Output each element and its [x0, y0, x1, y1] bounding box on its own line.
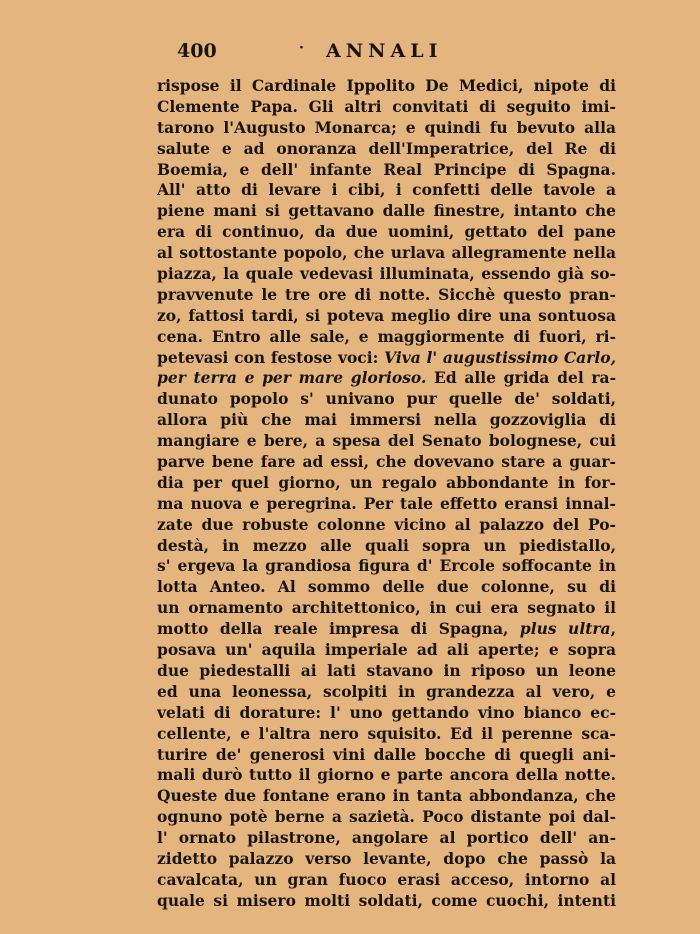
text-line: lotta Anteo. Al sommo delle due colonne, su di: [157, 577, 616, 597]
italic-segment: per terra e per mare glorioso.: [157, 368, 427, 388]
text-line: dunato popolo s' univano pur quelle de' soldati,: [157, 389, 616, 409]
text-line: mali durò tutto il giorno e parte ancora della notte.: [157, 765, 616, 785]
text-line: s' ergeva la grandiosa figura d' Ercole soffocante in: [157, 556, 616, 576]
text-line: posava un' aquila imperiale ad ali aperte; e sopra: [157, 640, 616, 660]
text-line: cavalcata, un gran fuoco erasi acceso, intorno al: [157, 869, 616, 889]
page-header: [0, 0, 700, 70]
text-line: parve bene fare ad essi, che dovevano stare a guar-: [157, 452, 616, 472]
running-head: ANNALI: [326, 40, 443, 62]
text-line: turire de' generosi vini dalle bocche di quegli ani-: [157, 744, 616, 764]
text-line: All' atto di levare i cibi, i confetti delle tavole a: [157, 180, 616, 200]
text-line: zate due robuste colonne vicino al palazzo del Po-: [157, 514, 616, 534]
italic-segment: Viva l' augustissimo Carlo,: [384, 347, 616, 367]
text-line: rispose il Cardinale Ippolito De Medici, nipote di: [157, 76, 616, 95]
text-line: due piedestalli ai lati stavano in riposo un leone: [157, 660, 616, 680]
text-line: zo, fattosi tardi, si poteva meglio dire una sontuosa: [157, 305, 616, 325]
text-line: mangiare e bere, a spesa del Senato bolognese, cui: [157, 431, 616, 451]
text-line: al sottostante popolo, che urlava allegramente nella: [157, 243, 616, 263]
text-line: cellente, e l'altra nero squisito. Ed il perenne sca-: [157, 723, 616, 743]
text-segment: petevasi con festose voci:: [157, 347, 385, 367]
text-line: Queste due fontane erano in tanta abbondanza, che: [157, 786, 616, 806]
text-line: piazza, la quale vedevasi illuminata, essendo già so-: [157, 264, 616, 284]
text-line: cena. Entro alle sale, e maggiormente di fuori, ri-: [157, 326, 616, 346]
header-dot: ·: [299, 40, 304, 56]
text-line: ma nuova e peregrina. Per tale effetto eransi innal-: [157, 493, 616, 513]
text-line: [157, 368, 616, 389]
text-line: dia per quel giorno, un regalo abbondante in for-: [157, 472, 616, 492]
text-segment: motto della reale impresa di Spagna,: [157, 619, 520, 639]
text-line: velati di dorature: l' uno gettando vino bianco ec-: [157, 702, 616, 722]
text-line: zidetto palazzo verso levante, dopo che passò la: [157, 848, 616, 868]
text-line: salute e ad onoranza dell'Imperatrice, del Re di: [157, 138, 616, 158]
text-line: pravvenute le tre ore di notte. Sicchè questo pran-: [157, 284, 616, 304]
text-segment: Ed alle grida del ra-: [426, 368, 616, 388]
text-line: Clemente Papa. Gli altri convitati di seguito imi-: [157, 96, 616, 116]
italic-segment: plus ultra: [519, 619, 611, 639]
text-line: ed una leonessa, scolpiti in grandezza al vero, e: [157, 681, 616, 701]
text-line: destà, in mezzo alle quali sopra un piedistallo,: [157, 535, 616, 555]
text-line: tarono l'Augusto Monarca; e quindi fu bevuto alla: [157, 117, 616, 137]
text-line: ognuno potè berne a sazietà. Poco distante poi dal-: [157, 807, 616, 827]
text-line: [157, 348, 616, 369]
text-line: [157, 619, 616, 640]
text-line: quale si misero molti soldati, come cuochi, intenti: [157, 890, 616, 910]
text-line: era di continuo, da due uomini, gettato del pane: [157, 222, 616, 242]
body-text: [157, 76, 616, 912]
text-line: Boemia, e dell' infante Real Principe di Spagna.: [157, 159, 616, 179]
page-number: 400: [177, 40, 217, 62]
text-line: l' ornato pilastrone, angolare al portico dell' an-: [157, 828, 616, 848]
text-line: piene mani si gettavano dalle finestre, intanto che: [157, 201, 616, 221]
text-line: allora più che mai immersi nella gozzoviglia di: [157, 410, 616, 430]
text-segment: ,: [610, 619, 616, 639]
text-line: un ornamento architettonico, in cui era segnato il: [157, 598, 616, 618]
